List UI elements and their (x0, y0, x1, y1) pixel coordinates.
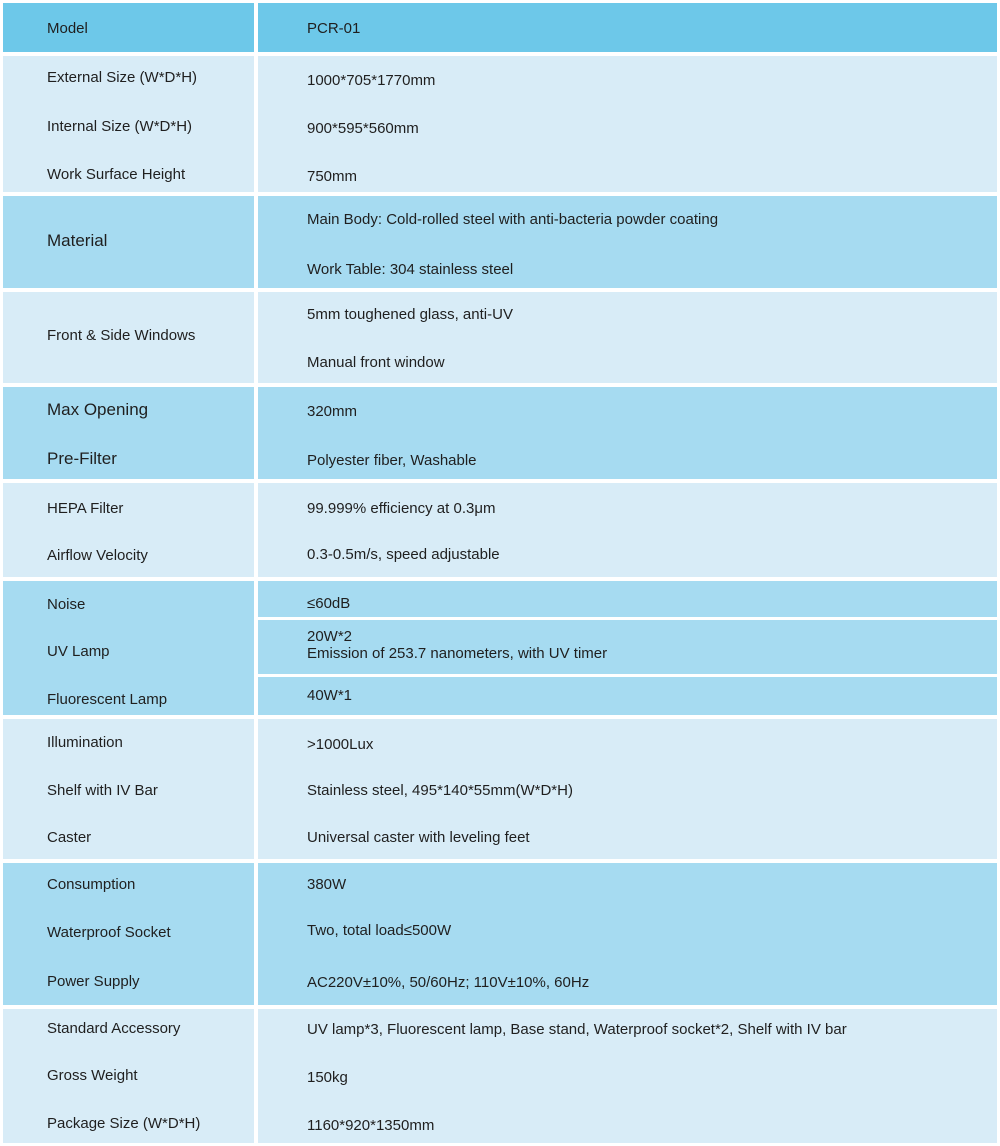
spec-value-package-size: 1160*920*1350mm (307, 1117, 435, 1134)
spec-value-uv-line: Emission of 253.7 nanometers, with UV timer (307, 645, 608, 662)
spec-label-illumination: Illumination (47, 734, 123, 751)
label-cell (3, 387, 254, 479)
value-cell (258, 581, 997, 715)
spec-value-max-opening: 320mm (307, 403, 358, 420)
spec-label-model: Model (47, 20, 88, 37)
value-cell (258, 196, 997, 288)
spec-label-standard-accessory: Standard Accessory (47, 1020, 181, 1037)
spec-label-power-supply: Power Supply (47, 973, 140, 990)
value-cell (258, 292, 997, 383)
spec-group-accessory (3, 1009, 997, 1143)
spec-row-model (3, 3, 997, 52)
label-cell (3, 196, 254, 288)
spec-label-max-opening: Max Opening (47, 400, 149, 419)
value-subcell-noise (258, 581, 997, 617)
value-cell (258, 56, 997, 192)
spec-value-external-size: 1000*705*1770mm (307, 72, 436, 89)
spec-value-waterproof-socket: Two, total load≤500W (307, 922, 452, 939)
spec-label-windows: Front & Side Windows (47, 327, 196, 344)
spec-value-hepa-filter: 99.999% efficiency at 0.3μm (307, 500, 496, 517)
label-cell (3, 483, 254, 577)
spec-value-power-supply: AC220V±10%, 50/60Hz; 110V±10%, 60Hz (307, 974, 590, 991)
spec-label-shelf: Shelf with IV Bar (47, 782, 158, 799)
spec-label-package-size: Package Size (W*D*H) (47, 1115, 201, 1132)
spec-value-uv-line: 20W*2 (307, 628, 353, 645)
spec-group-dimensions (3, 56, 997, 192)
spec-group-hepa-airflow (3, 483, 997, 577)
spec-value-airflow-velocity: 0.3-0.5m/s, speed adjustable (307, 546, 500, 563)
spec-label-fluorescent-lamp: Fluorescent Lamp (47, 691, 168, 708)
spec-label-noise: Noise (47, 596, 86, 613)
spec-table (3, 3, 997, 1143)
value-cell (258, 483, 997, 577)
spec-value-fluorescent-lamp: 40W*1 (307, 687, 353, 704)
spec-value-model: PCR-01 (307, 20, 361, 37)
spec-label-consumption: Consumption (47, 876, 136, 893)
spec-value-consumption: 380W (307, 876, 347, 893)
label-cell (3, 581, 254, 715)
spec-label-airflow-velocity: Airflow Velocity (47, 547, 148, 564)
label-cell (3, 719, 254, 859)
spec-value-illumination: >1000Lux (307, 736, 374, 753)
spec-label-gross-weight: Gross Weight (47, 1067, 138, 1084)
spec-value-shelf: Stainless steel, 495*140*55mm(W*D*H) (307, 782, 573, 799)
spec-value-windows-line: 5mm toughened glass, anti-UV (307, 306, 513, 323)
spec-row-windows (3, 292, 997, 383)
spec-label-material: Material (47, 231, 108, 250)
spec-value-pre-filter: Polyester fiber, Washable (307, 452, 477, 469)
spec-value-windows-line: Manual front window (307, 354, 445, 371)
spec-label-caster: Caster (47, 829, 92, 846)
label-cell (3, 863, 254, 1005)
value-cell (258, 3, 997, 52)
label-cell (3, 56, 254, 192)
value-subcell-fluorescent (258, 677, 997, 715)
spec-group-noise-lamps (3, 581, 997, 715)
spec-group-illumination (3, 719, 997, 859)
spec-value-material-line: Main Body: Cold-rolled steel with anti-bacteria powder coating (307, 211, 719, 228)
spec-label-internal-size: Internal Size (W*D*H) (47, 118, 193, 135)
value-cell (258, 863, 997, 1005)
spec-group-power (3, 863, 997, 1005)
value-cell (258, 719, 997, 859)
spec-label-external-size: External Size (W*D*H) (47, 69, 198, 86)
label-cell (3, 1009, 254, 1143)
spec-value-work-surface-height: 750mm (307, 168, 358, 185)
spec-value-internal-size: 900*595*560mm (307, 120, 419, 137)
spec-label-pre-filter: Pre-Filter (47, 449, 117, 468)
value-cell (258, 1009, 997, 1143)
label-cell (3, 292, 254, 383)
spec-label-work-surface-height: Work Surface Height (47, 166, 186, 183)
value-cell (258, 387, 997, 479)
value-subcell-uv (258, 620, 997, 674)
spec-value-material-line: Work Table: 304 stainless steel (307, 261, 514, 278)
spec-row-material (3, 196, 997, 288)
spec-label-hepa-filter: HEPA Filter (47, 500, 124, 517)
spec-value-noise: ≤60dB (307, 595, 351, 612)
spec-label-uv-lamp: UV Lamp (47, 643, 110, 660)
spec-label-waterproof-socket: Waterproof Socket (47, 924, 171, 941)
spec-value-standard-accessory: UV lamp*3, Fluorescent lamp, Base stand, Waterproof socket*2, Shelf with IV bar (307, 1021, 847, 1038)
spec-value-gross-weight: 150kg (307, 1069, 348, 1086)
label-cell (3, 3, 254, 52)
spec-group-opening-filter (3, 387, 997, 479)
spec-value-caster: Universal caster with leveling feet (307, 829, 530, 846)
